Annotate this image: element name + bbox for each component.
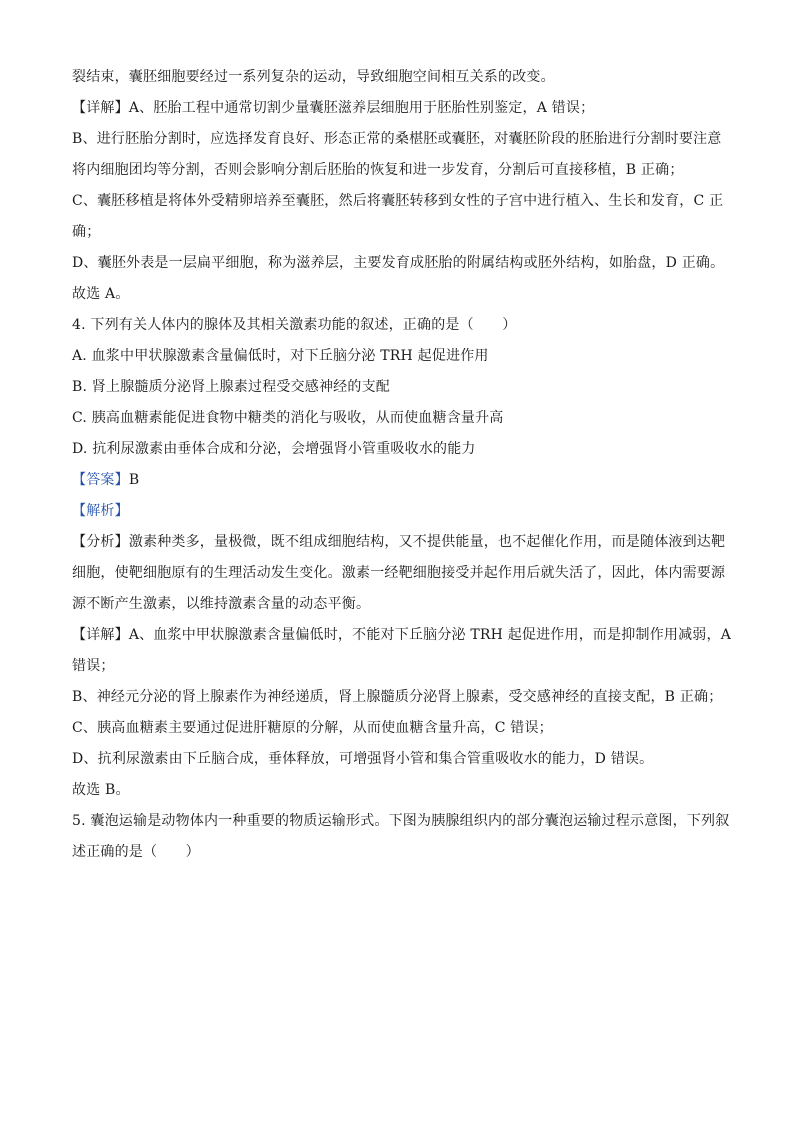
q4-detail-d: D、抗利尿激素由下丘脑合成，垂体释放，可增强肾小管和集合管重吸收水的能力，D 错误。 (72, 751, 654, 767)
fenxi-label: 【分析】 (72, 534, 129, 550)
q3-detail-d: D、囊胚外表是一层扁平细胞，称为滋养层，主要发育成胚胎的附属结构或胚外结构，如胎盘，D 正确。 (72, 255, 725, 271)
q4-answer (72, 465, 722, 496)
q3-detail-b-line2: 将内细胞团均等分割，否则会影响分割后胚胎的恢复和进一步发育，分割后可直接移植，B 正确； (72, 162, 684, 178)
fenxi-text: 激素种类多，量极微，既不组成细胞结构，又不提供能量，也不起催化作用，而是随体液到达靶 (128, 534, 726, 550)
q4-fenxi-line3: 源不断产生激素，以维持激素含量的动态平衡。 (72, 596, 371, 612)
q4-option-c: C. 胰高血糖素能促进食物中糖类的消化与吸收，从而使血糖含量升高 (72, 410, 504, 426)
q4-stem: 4. 下列有关人体内的腺体及其相关激素功能的叙述，正确的是（ ） (72, 317, 517, 333)
detail-a-text: A、胚胎工程中通常切割少量囊胚滋养层细胞用于胚胎性别鉴定，A 错误； (128, 100, 595, 116)
q3-tail-line: 裂结束，囊胚细胞要经过一系列复杂的运动，导致细胞空间相互关系的改变。 (72, 69, 555, 85)
detail-a-text: A、血浆中甲状腺激素含量偏低时，不能对下丘脑分泌 TRH 起促进作用，而是抑制作用减弱，A (128, 627, 732, 643)
q4-detail-b: B、神经元分泌的肾上腺素作为神经递质，肾上腺髓质分泌肾上腺素，受交感神经的直接支配，B 正确； (72, 689, 723, 705)
q4-choice: 故选 B。 (72, 782, 130, 798)
q4-detail-a1 (72, 620, 732, 651)
q3-choice: 故选 A。 (72, 286, 130, 302)
q3-detail-c-line1: C、囊胚移植是将体外受精卵培养至囊胚，然后将囊胚转移到女性的子宫中进行植入、生长和发育，C 正 (72, 193, 724, 209)
q4-analysis-label: 【解析】 (72, 503, 129, 519)
q4-detail-a2: 错误； (72, 658, 115, 674)
q4-option-a: A. 血浆中甲状腺激素含量偏低时，对下丘脑分泌 TRH 起促进作用 (72, 348, 489, 364)
q5-stem-line2: 述正确的是（ ） (72, 844, 200, 860)
q3-detail-b-line1: B、进行胚胎分割时，应选择发育良好、形态正常的桑椹胚或囊胚，对囊胚阶段的胚胎进行分割时要注意 (72, 131, 722, 147)
detail-label: 【详解】 (72, 100, 129, 116)
q4-option-d: D. 抗利尿激素由垂体合成和分泌，会增强肾小管重吸收水的能力 (72, 441, 476, 457)
q4-detail-c: C、胰高血糖素主要通过促进肝糖原的分解，从而使血糖含量升高，C 错误； (72, 720, 553, 736)
detail-label: 【详解】 (72, 627, 129, 643)
q4-fenxi-line2: 细胞，使靶细胞原有的生理活动发生变化。激素一经靶细胞接受并起作用后就失活了，因此，体内需要源 (72, 565, 726, 581)
answer-label: 【答案】 (72, 472, 129, 488)
q4-option-b: B. 肾上腺髓质分泌肾上腺素过程受交感神经的支配 (72, 379, 390, 395)
q3-detail-c-line2: 确； (72, 224, 101, 240)
answer-value: B (128, 472, 140, 488)
q3-detail-a (72, 93, 722, 124)
q4-fenxi-line1 (72, 527, 726, 558)
document-page (72, 62, 732, 868)
q5-stem-line1: 5. 囊泡运输是动物体内一种重要的物质运输形式。下图为胰腺组织内的部分囊泡运输过程示意图，下列叙 (72, 813, 730, 829)
